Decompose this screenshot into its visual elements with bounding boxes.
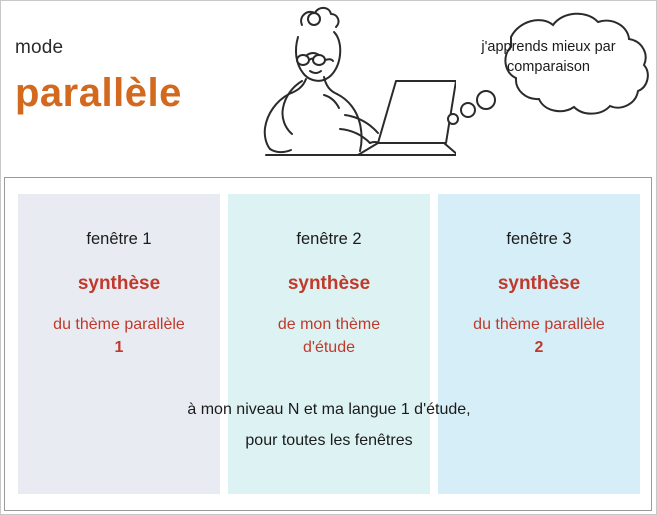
windows-columns [18, 194, 640, 494]
window-3-subtitle-line-1: du thème parallèle [473, 316, 605, 333]
window-3-title: fenêtre 3 [506, 230, 572, 248]
window-2-title: fenêtre 2 [296, 230, 362, 248]
window-1-subtitle-line-2: 1 [114, 339, 124, 356]
header [1, 1, 657, 177]
window-3-subtitle [438, 313, 640, 359]
window-column-3[interactable] [438, 194, 640, 494]
parallel-mode-panel [4, 177, 652, 511]
window-2-subtitle-line-1: de mon thème [277, 316, 381, 333]
window-1-title: fenêtre 1 [86, 230, 152, 248]
footer-line-1: à mon niveau N et ma langue 1 d'étude, [187, 401, 471, 418]
window-2-subtitle [228, 313, 430, 359]
window-3-synthesis-label: synthèse [497, 273, 581, 294]
thought-bubble-text: j'apprends mieux par comparaison [481, 39, 616, 75]
mode-label: mode [15, 37, 64, 58]
mode-title: parallèle [15, 71, 182, 115]
window-column-2[interactable] [228, 194, 430, 494]
window-column-1[interactable] [18, 194, 220, 494]
footer-line-2: pour toutes les fenêtres [245, 432, 413, 449]
person-thinking-at-laptop-illustration [206, 3, 456, 178]
window-2-subtitle-line-2: d'étude [303, 339, 355, 356]
window-3-subtitle-line-2: 2 [534, 339, 544, 356]
window-1-synthesis-label: synthèse [77, 273, 161, 294]
window-2-synthesis-label: synthèse [287, 273, 371, 294]
window-1-subtitle [18, 313, 220, 359]
window-1-subtitle-line-1: du thème parallèle [53, 316, 185, 333]
